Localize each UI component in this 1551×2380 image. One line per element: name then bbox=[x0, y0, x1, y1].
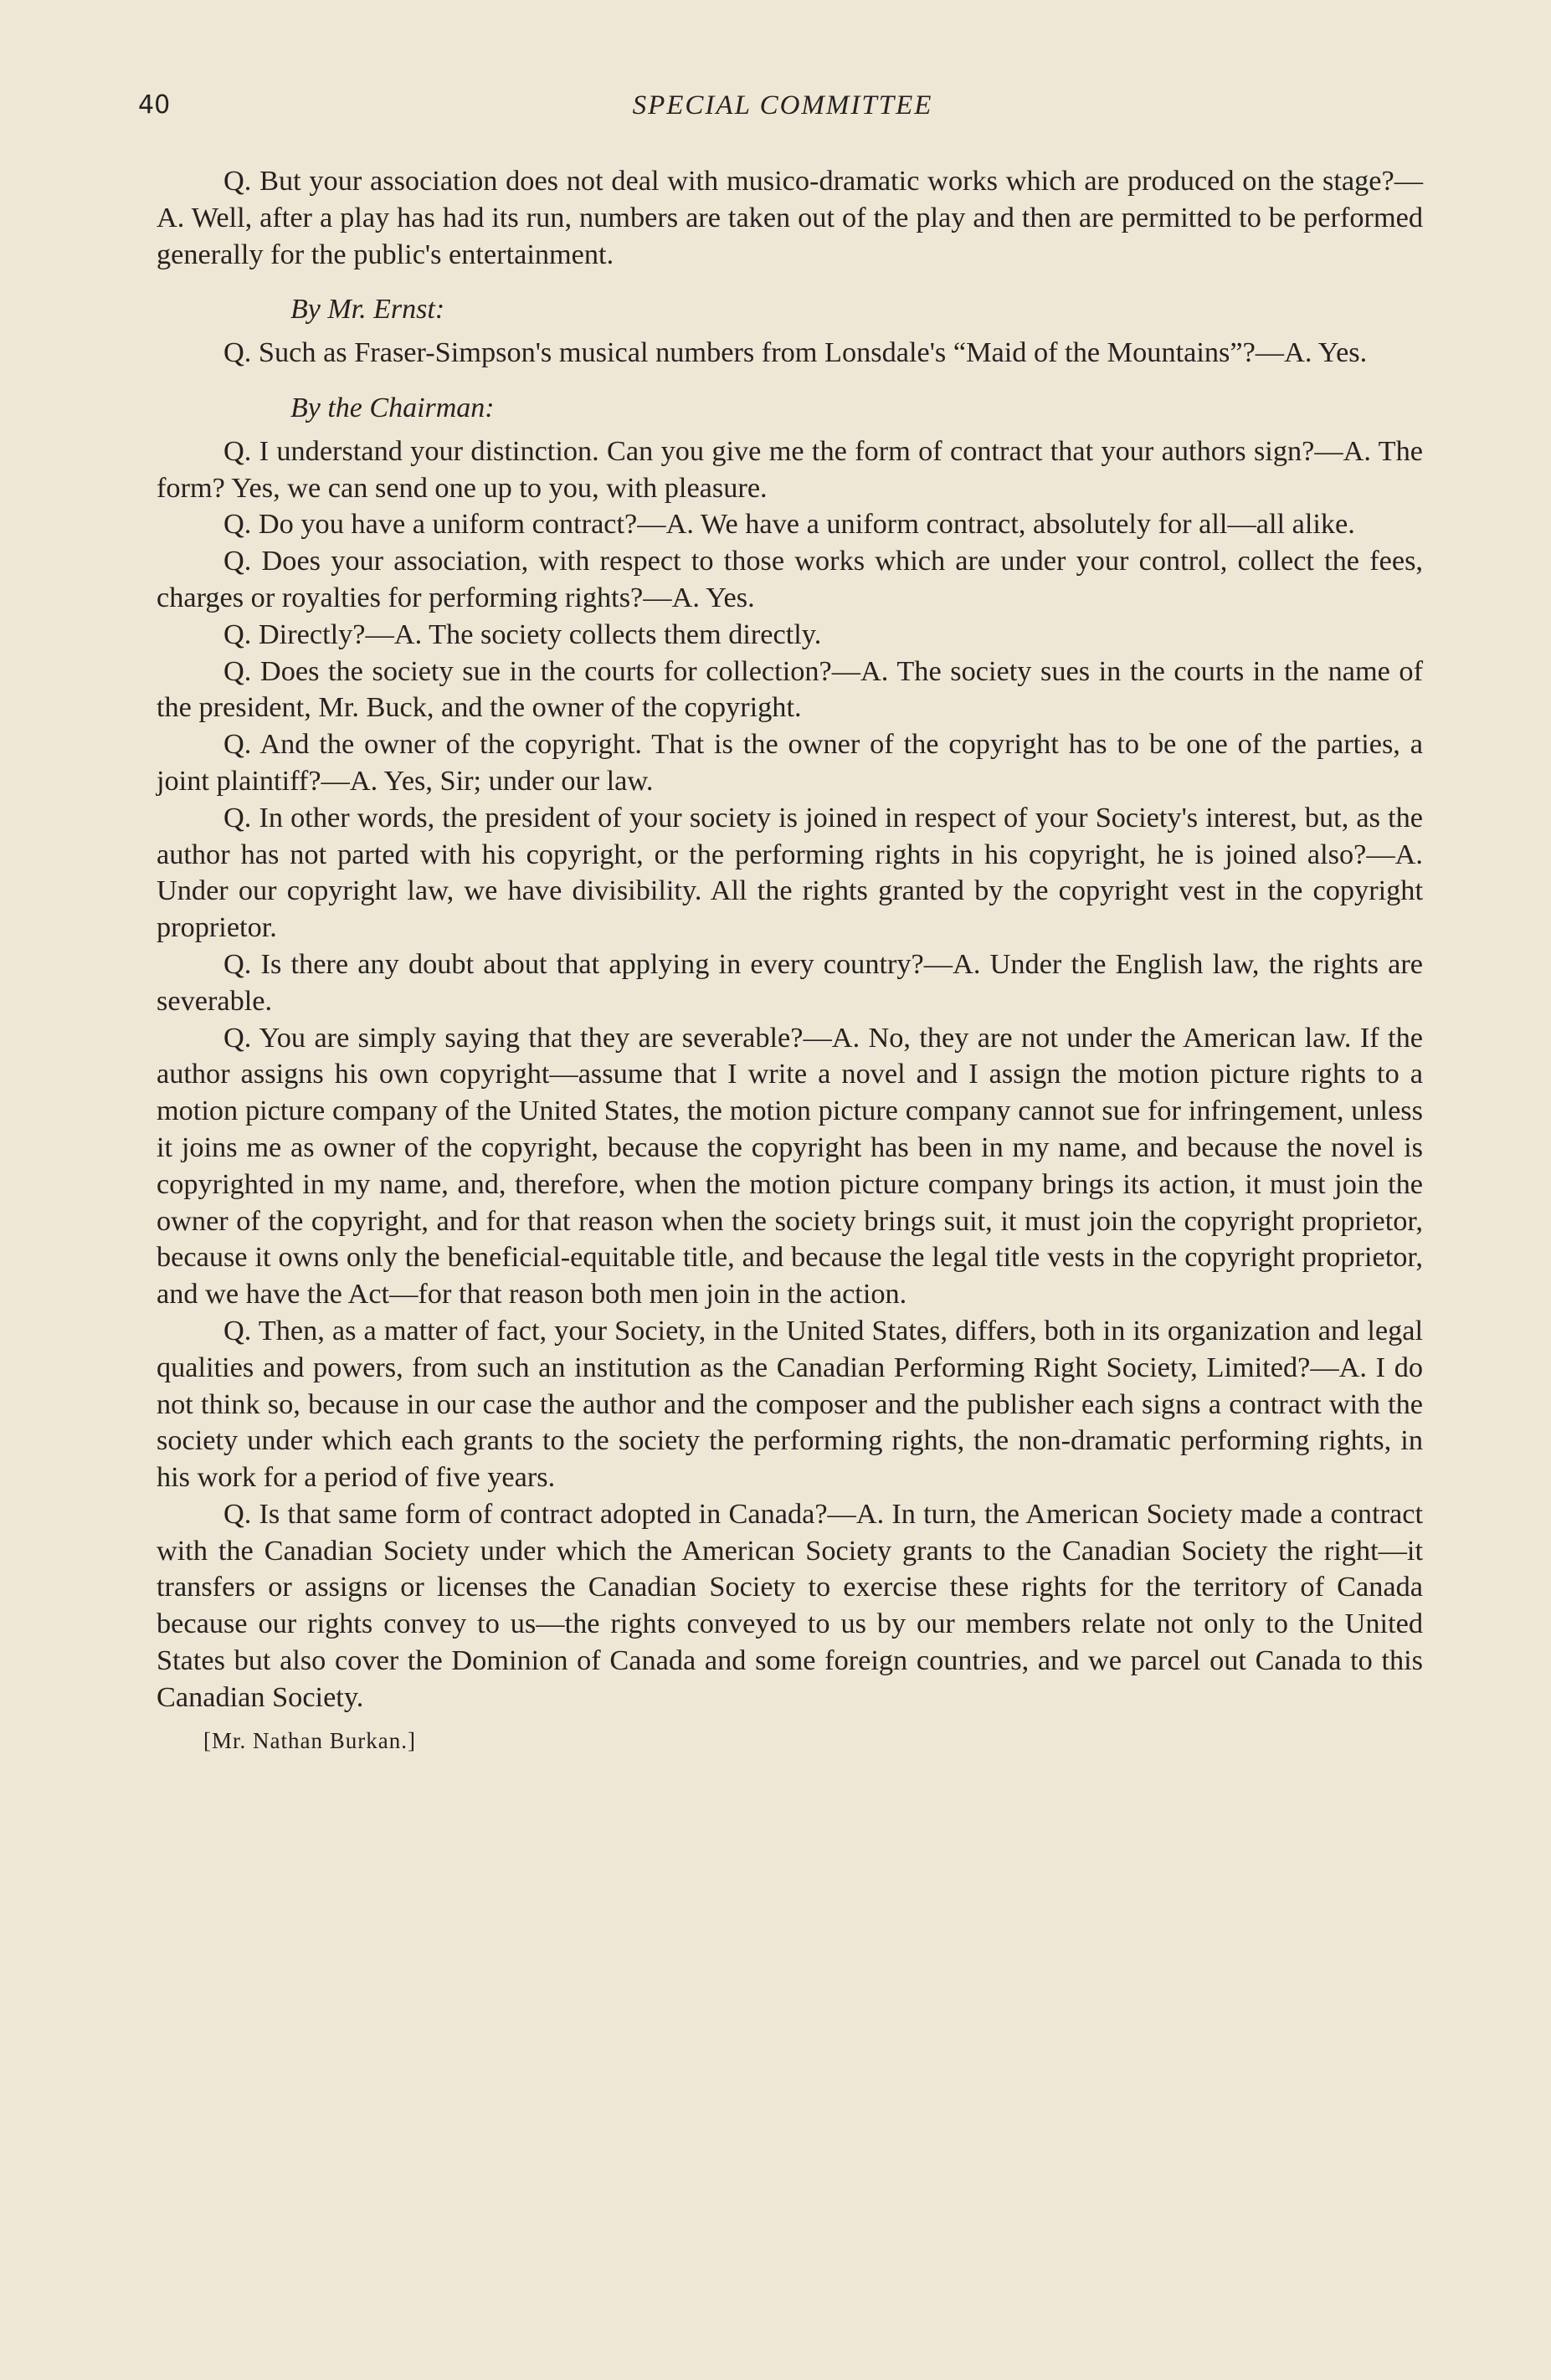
paragraph: Q. But your association does not deal with musico-dramatic works which are produced on the stage?—A. Well, after a play has had its run, numbers are taken out of the play and then are permitted to be performed generally for the public's entertainment. bbox=[157, 165, 1423, 270]
paragraph: Q. And the owner of the copyright. That is the owner of the copyright has to be one of the parties, a joint plaintiff?—A. Yes, Sir; under our law. bbox=[157, 728, 1423, 797]
speaker-heading: By Mr. Ernst: bbox=[290, 294, 445, 326]
paragraph: Q. Is there any doubt about that applying in every country?—A. Under the English law, the rights are severable. bbox=[157, 947, 1423, 1017]
paragraph: Q. You are simply saying that they are severable?—A. No, they are not under the American law. If the author assigns his own copyright—assume that I write a novel and I assign the motion picture rights to a motion picture company of the United States, the motion picture company cannot sue for infringement, unless it joins me as owner of the copyright, because the copyright has been in my name, and because the novel is copyrighted in my name, and, therefore, when the motion picture company brings its action, it must join the owner of the copyright, and for that reason when the society brings suit, it must join the copyright proprietor, because it owns only the beneficial-equitable title, and because the legal title vests in the copyright proprietor, and we have the Act—for that reason both men join in the action. bbox=[157, 1021, 1423, 1311]
running-head: SPECIAL COMMITTEE bbox=[632, 90, 933, 121]
page-header bbox=[138, 90, 1427, 132]
paragraph: Q. Does your association, with respect to those works which are under your control, collect the fees, charges or royalties for performing rights?—A. Yes. bbox=[157, 545, 1423, 613]
speaker-note: [Mr. Nathan Burkan.] bbox=[203, 1727, 416, 1753]
paragraph: Q. Such as Fraser-Simpson's musical numbers from Lonsdale's “Maid of the Mountains”?—A. Yes. bbox=[223, 336, 1368, 369]
paragraph: Q. In other words, the president of your society is joined in respect of your Society's interest, but, as the author has not parted with his copyright, or the performing rights in his copyright, he is joined also?—A. Under our copyright law, we have divisibility. All the rights granted by the copyright vest in the copyright proprietor. bbox=[157, 801, 1423, 944]
paragraph: Q. I understand your distinction. Can you give me the form of contract that your authors sign?—A. The form? Yes, we can send one up to you, with pleasure. bbox=[157, 434, 1423, 504]
paragraph: Q. Then, as a matter of fact, your Society, in the United States, differs, both in its organization and legal qualities and powers, from such an institution as the Canadian Performing Right Society, Limited?—A. I do not think so, because in our case the author and the composer and the publisher each signs a contract with the society under which each grants to the society the performing rights, the non-dramatic performing rights, in his work for a period of five years. bbox=[157, 1314, 1423, 1494]
paragraph: Q. Is that same form of contract adopted in Canada?—A. In turn, the American Society made a contract with the Canadian Society under which the American Society grants to the Canadian Society the right—it transfers or assigns or licenses the Canadian Society to exercise these rights for the territory of Canada because our rights convey to us—the rights conveyed to us by our members relate not only to the United States but also cover the Dominion of Canada and some foreign countries, and we parcel out Canada to this Canadian Society. bbox=[157, 1497, 1423, 1713]
document-body bbox=[157, 163, 1423, 1759]
paragraph: Q. Directly?—A. The society collects them directly. bbox=[223, 618, 822, 650]
paragraph: Q. Do you have a uniform contract?—A. We have a uniform contract, absolutely for all—all alike. bbox=[223, 508, 1355, 541]
paragraph: Q. Does the society sue in the courts for collection?—A. The society sues in the courts in the name of the president, Mr. Buck, and the owner of the copyright. bbox=[157, 654, 1423, 724]
speaker-heading: By the Chairman: bbox=[290, 392, 495, 423]
page-number: 40 bbox=[138, 90, 171, 120]
